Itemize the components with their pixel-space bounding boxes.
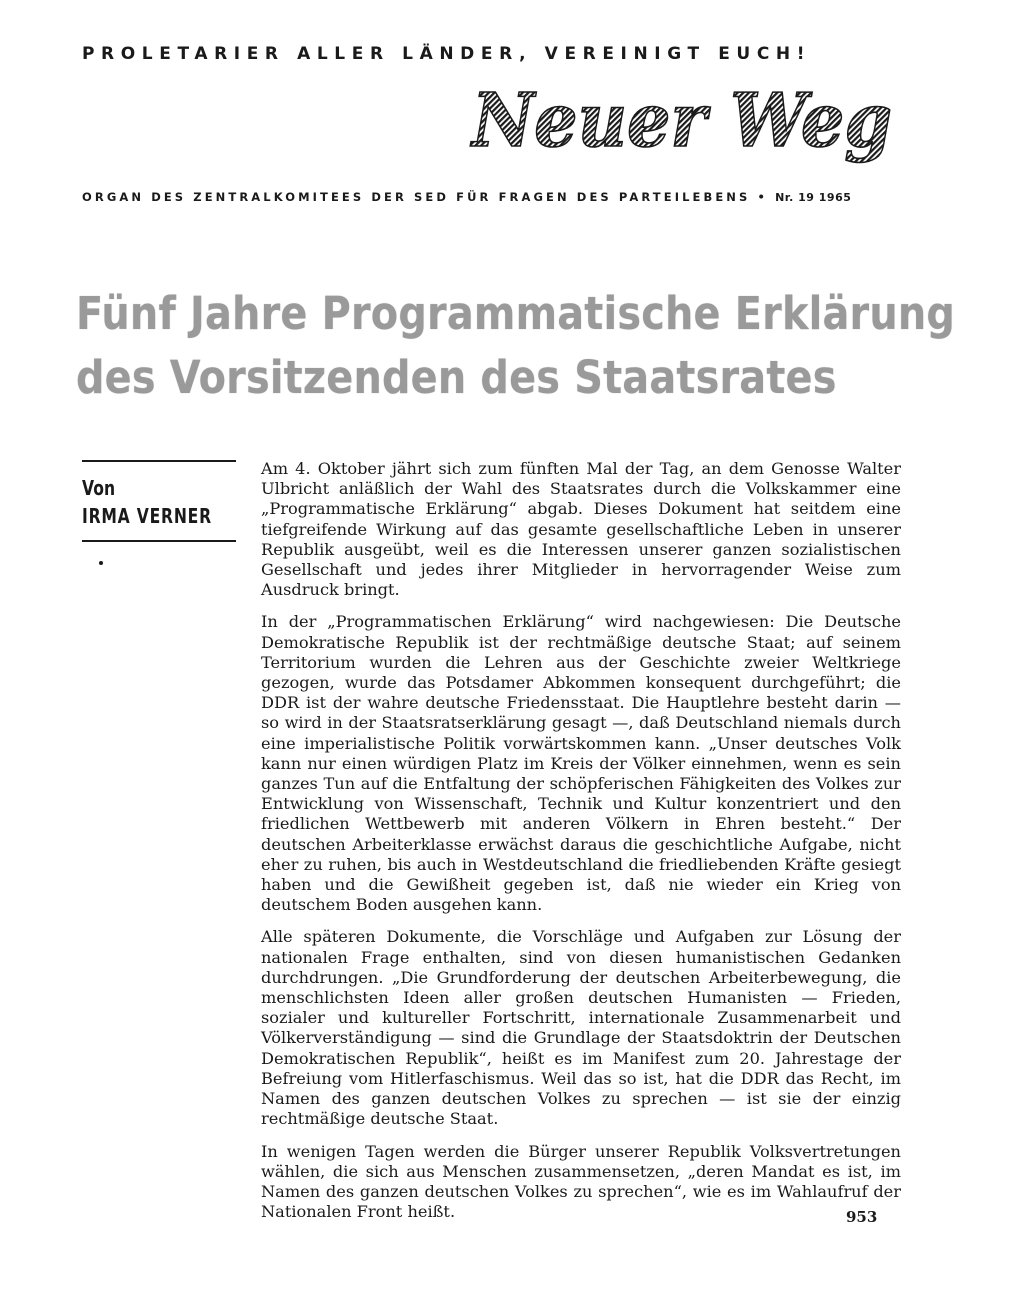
organ-description: ORGAN DES ZENTRALKOMITEES DER SED FÜR FRAGEN DES PARTEILEBENS • (82, 190, 768, 204)
stray-dot-mark (99, 561, 103, 565)
masthead-text: Neuer Weg (470, 78, 892, 164)
headline-line-1: Fünf Jahre Programmatische Erklärung (76, 287, 956, 340)
article-body (261, 459, 901, 1234)
byline-prefix: Von (82, 476, 116, 500)
masthead-logo (468, 78, 898, 168)
article-paragraph: Am 4. Oktober jährt sich zum fünften Mal der Tag, an dem Genosse Walter Ulbricht anläßlich der Wahl des Staatsrates durch die Volkskammer eine „Programmatische Erklärung“ abgab. Dieses Dokument hat seitdem eine tiefgreifende Wirkung auf das gesamte gesellschaftliche Leben in unserer Republik ausgeübt, weil es die Interessen unserer ganzen sozialistischen Gesellschaft und jedes ihrer Mitglieder in hervorragender Weise zum Ausdruck bringt. (261, 459, 901, 600)
page-number: 953 (846, 1208, 878, 1226)
article-headline (76, 282, 956, 410)
article-paragraph: In der „Programmatischen Erklärung“ wird nachgewiesen: Die Deutsche Demokratische Republik ist der rechtmäßige deutsche Staat; auf seinem Territorium wurden die Lehren aus der Geschichte zweier Weltkriege gezogen, wurde das Potsdamer Abkommen konsequent durchgeführt; die DDR ist der wahre deutsche Friedensstaat. Die Hauptlehre besteht darin — so wird in der Staatsratserklärung gesagt —, daß Deutschland niemals durch eine imperialistische Politik vorwärtskommen kann. „Unser deutsches Volk kann nur einen würdigen Platz im Kreis der Völker einnehmen, wenn es sein ganzes Tun auf die Entfaltung der schöpferischen Fähigkeiten des Volkes zur Entwicklung von Wissenschaft, Technik und Kultur konzentriert und den friedlichen Wettbewerb mit anderen Völkern in Ehren besteht.“ Der deutschen Arbeiterklasse erwächst daraus die geschichtliche Aufgabe, nicht eher zu ruhen, bis auch in Westdeutschland die friedliebenden Kräfte gesiegt haben und die Gewißheit gegeben ist, daß nie wieder ein Krieg von deutschem Boden ausgehen kann. (261, 612, 901, 915)
byline-top-rule (82, 460, 236, 462)
header-subtitle (82, 190, 912, 204)
article-paragraph: Alle späteren Dokumente, die Vorschläge und Aufgaben zur Lösung der nationalen Frage enthalten, sind von diesen humanistischen Gedanken durchdrungen. „Die Grundforderung der deutschen Arbeiterbewegung, die menschlichsten Ideen aller großen deutschen Humanisten — Frieden, sozialer und kultureller Fortschritt, internationale Zusammenarbeit und Völkerverständigung — sind die Grundlage der Staatsdoktrin der Deutschen Demokratischen Republik“, heißt es im Manifest zum 20. Jahrestage der Befreiung vom Hitlerfaschismus. Weil das so ist, hat die DDR das Recht, im Namen des ganzen deutschen Volkes zu sprechen — ist sie der einzig rechtmäßige deutsche Staat. (261, 927, 901, 1129)
header-slogan: PROLETARIER ALLER LÄNDER, VEREINIGT EUCH! (82, 44, 812, 64)
author-name: IRMA VERNER (82, 504, 212, 528)
issue-number: Nr. 19 1965 (775, 191, 852, 204)
masthead-logo-artwork (468, 78, 898, 168)
byline (82, 460, 236, 542)
article-paragraph: In wenigen Tagen werden die Bürger unserer Republik Volksvertretungen wählen, die sich aus Menschen zusammensetzen, „deren Mandat es ist, im Namen des ganzen deutschen Volkes zu sprechen“, wie es im Wahlaufruf der Nationalen Front heißt. (261, 1141, 901, 1222)
byline-bottom-rule (82, 540, 236, 542)
headline-line-2: des Vorsitzenden des Staatsrates (76, 351, 837, 404)
